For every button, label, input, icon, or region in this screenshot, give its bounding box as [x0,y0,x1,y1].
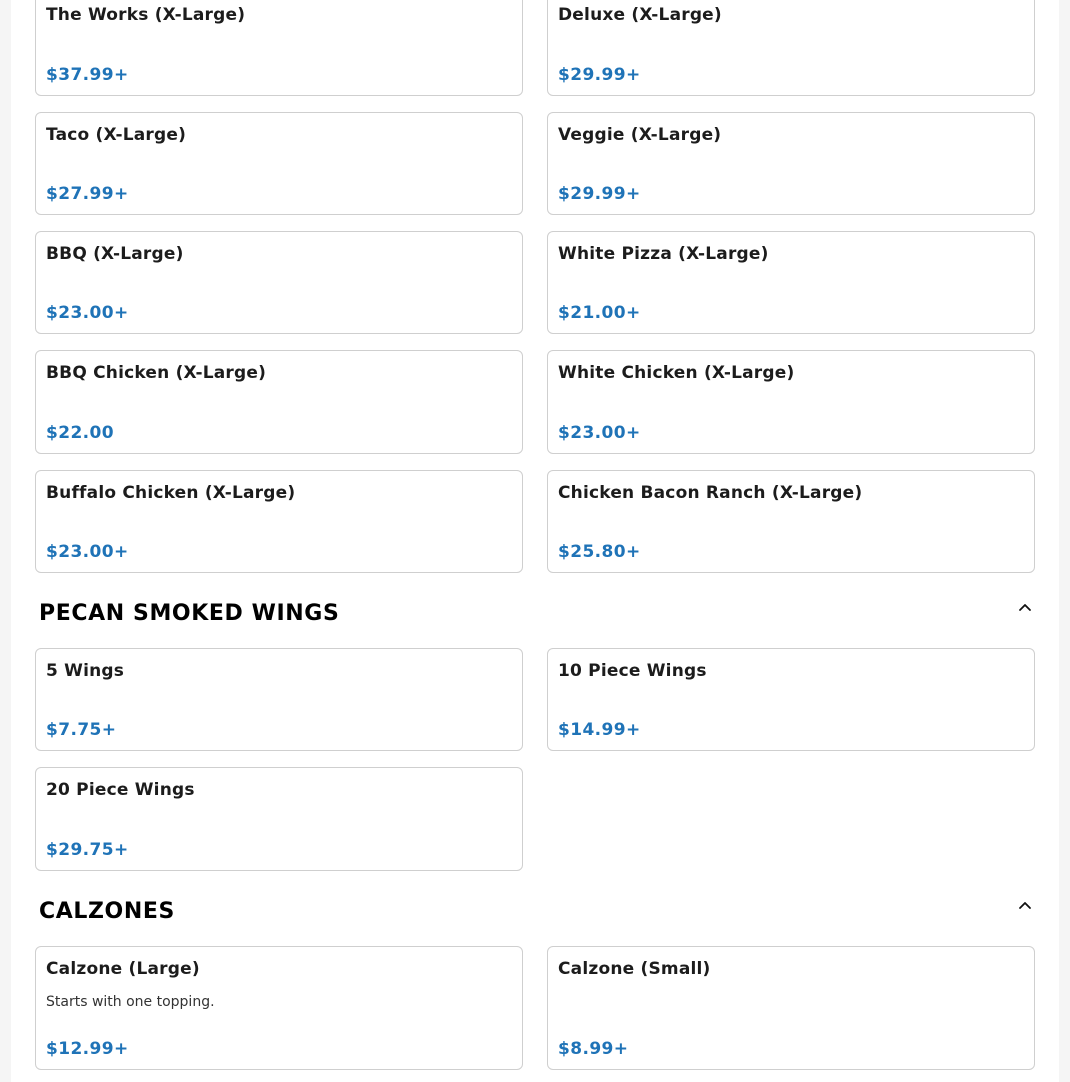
item-price: $7.75+ [46,720,117,740]
item-price: $27.99+ [46,184,129,204]
item-name: White Chicken (X-Large) [558,363,795,383]
item-price: $21.00+ [558,303,641,323]
item-name: Calzone (Large) [46,959,200,979]
item-price: $23.00+ [558,423,641,443]
menu-item-card[interactable] [547,648,1035,751]
menu-item-card[interactable] [547,231,1035,334]
chevron-up-icon[interactable] [1013,893,1037,917]
item-price: $12.99+ [46,1039,129,1059]
item-name: BBQ (X-Large) [46,244,184,264]
item-description: Starts with one topping. [46,994,215,1010]
item-price: $37.99+ [46,65,129,85]
section-title-calzones: CALZONES [39,899,175,924]
menu-item-card[interactable] [547,946,1035,1070]
item-name: Deluxe (X-Large) [558,5,722,25]
item-price: $23.00+ [46,303,129,323]
menu-item-card[interactable] [35,767,523,871]
menu-item-card[interactable] [35,470,523,573]
menu-item-card[interactable] [547,350,1035,454]
item-price: $29.75+ [46,840,129,860]
item-name: 5 Wings [46,661,125,681]
section-title-wings: PECAN SMOKED WINGS [39,601,340,626]
menu-item-card[interactable] [547,0,1035,96]
menu-item-card[interactable] [35,0,523,96]
item-name: The Works (X-Large) [46,5,246,25]
item-price: $29.99+ [558,184,641,204]
item-name: 20 Piece Wings [46,780,195,800]
item-name: Taco (X-Large) [46,125,187,145]
item-name: Buffalo Chicken (X-Large) [46,483,296,503]
menu-item-card[interactable] [35,231,523,334]
item-name: BBQ Chicken (X-Large) [46,363,267,383]
item-name: White Pizza (X-Large) [558,244,769,264]
chevron-up-icon[interactable] [1013,595,1037,619]
menu-item-card[interactable] [35,648,523,751]
menu-item-card[interactable] [547,470,1035,573]
item-name: Calzone (Small) [558,959,711,979]
menu-item-card[interactable] [35,946,523,1070]
item-name: Veggie (X-Large) [558,125,722,145]
item-name: Chicken Bacon Ranch (X-Large) [558,483,863,503]
item-name: 10 Piece Wings [558,661,707,681]
menu-item-card[interactable] [35,112,523,215]
menu-item-card[interactable] [547,112,1035,215]
item-price: $25.80+ [558,542,641,562]
item-price: $8.99+ [558,1039,629,1059]
item-price: $22.00 [46,423,115,443]
item-price: $29.99+ [558,65,641,85]
item-price: $23.00+ [46,542,129,562]
menu-item-card[interactable] [35,350,523,454]
item-price: $14.99+ [558,720,641,740]
